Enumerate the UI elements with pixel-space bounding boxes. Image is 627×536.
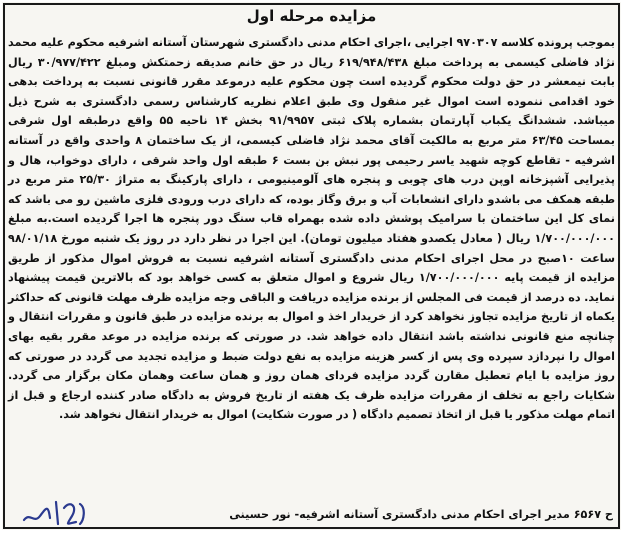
notice-signature: ح ۶۵۶۷ مدیر اجرای احکام مدنی دادگستری آستانه اشرفیه- نور حسینی [229, 508, 613, 521]
notice-page [2, 2, 621, 530]
notice-title: مزایده مرحله اول [246, 7, 377, 25]
notice-body [8, 33, 615, 425]
handwritten-mark-icon [20, 494, 90, 528]
notice-body-paragraph: بموجب پرونده کلاسه ۹۷۰۳۰۷ اجرایی ،اجرای احکام مدنی دادگستری شهرستان آستانه اشرفیه محکوم علیه محمد نژاد فاضلی کیسمی به پرداخت مبلغ ۶۱۹/۹۴۸/۴۳۸ ریال در حق خانم صدیقه زحمتکش ومبلغ ۳۰/۹۷۷/۴۲۲ ریال بابت نیمعشر در حق دولت محکوم گردیده است چون محکوم علیه درموعد مقرر قانونی نسبت به پرداخت بدهی خود اقدامی ننموده است اموال غیر منقول وی طبق اعلام نظریه کارشناس رسمی دادگستری به شرح ذیل میباشد. ششدانگ یکباب آپارتمان بشماره پلاک ثبتی ۹۱/۹۹۵۷ بخش ۱۴ ناحیه ۵۵ واقع درطبقه اول شرقی بمساحت ۶۳/۴۵ متر مربع به مالکیت آقای محمد نژاد فاضلی کیسمی، از یک ساختمان ۸ واحدی واقع در آستانه اشرفیه - تقاطع کوچه شهید یاسر رحیمی پور نبش بن بست ۶ طبقه اول واحد شرقی ، دارای دوخواب، هال و پذیرایی آشپزخانه اوپن درب های چوبی و پنجره های آلومینیومی ، دارای پارکینگ به متراژ ۲۵/۳۰ متر مربع در طبقه همکف می باشدو دارای انشعابات آب و برق وگاز بوده، که دارای درب ورودی فلزی ماشین رو می باشد که نمای کل این ساختمان با سرامیک پوشش داده شده بهمراه قاب سنگ دور پنجره ها اجرا گردیده است.به مبلغ ۱/۷۰۰/۰۰۰/۰۰۰ ریال ( معادل یکصدو هفتاد میلیون تومان). این اجرا در نظر دارد در روز یک شنبه مورخ ۹۸/۰۱/۱۸ ساعت ۱۰صبح در محل اجرای احکام مدنی دادگستری آستانه اشرفیه نسبت به فروش اموال مذکور از طریق مزایده از قیمت پایه ۱/۷۰۰/۰۰۰/۰۰۰ ریال شروع و اموال متعلق به کسی خواهد بود که بالاترین قیمت پیشنهاد نماید. ده درصد از قیمت فی المجلس از برنده مزایده دریافت و الباقی وجه مزایده ظرف مهلت قانونی که حداکثر یکماه از تاریخ مزایده تجاوز نخواهد کرد از خریدار اخذ و اموال به برنده مزایده در طبق قانون و مقررات انتقال و چنانچه منع قانونی نداشته باشد انتقال داده خواهد شد. در صورتی که برنده مزایده در موعد مقرر بقیه بهای اموال را نپردازد سپرده وی پس از کسر هزینه مزایده به نفع دولت ضبط و مزایده تجدید می گردد در صورتی که روز مزایده با ایام تعطیل مقارن گردد مزایده فردای همان روز و همان ساعت وهمان مکان برگزار می گردد. شکایات راجع به تخلف از مقررات مزایده ظرف یک هفته از تاریخ فروش به دادگاه صادر کننده ارجاع و قبل از اتمام مهلت مذکور یا قبل از اتخاذ تصمیم دادگاه ( در صورت شکایت) اموال به خریدار انتقال نخواهد شد. [8, 36, 616, 422]
